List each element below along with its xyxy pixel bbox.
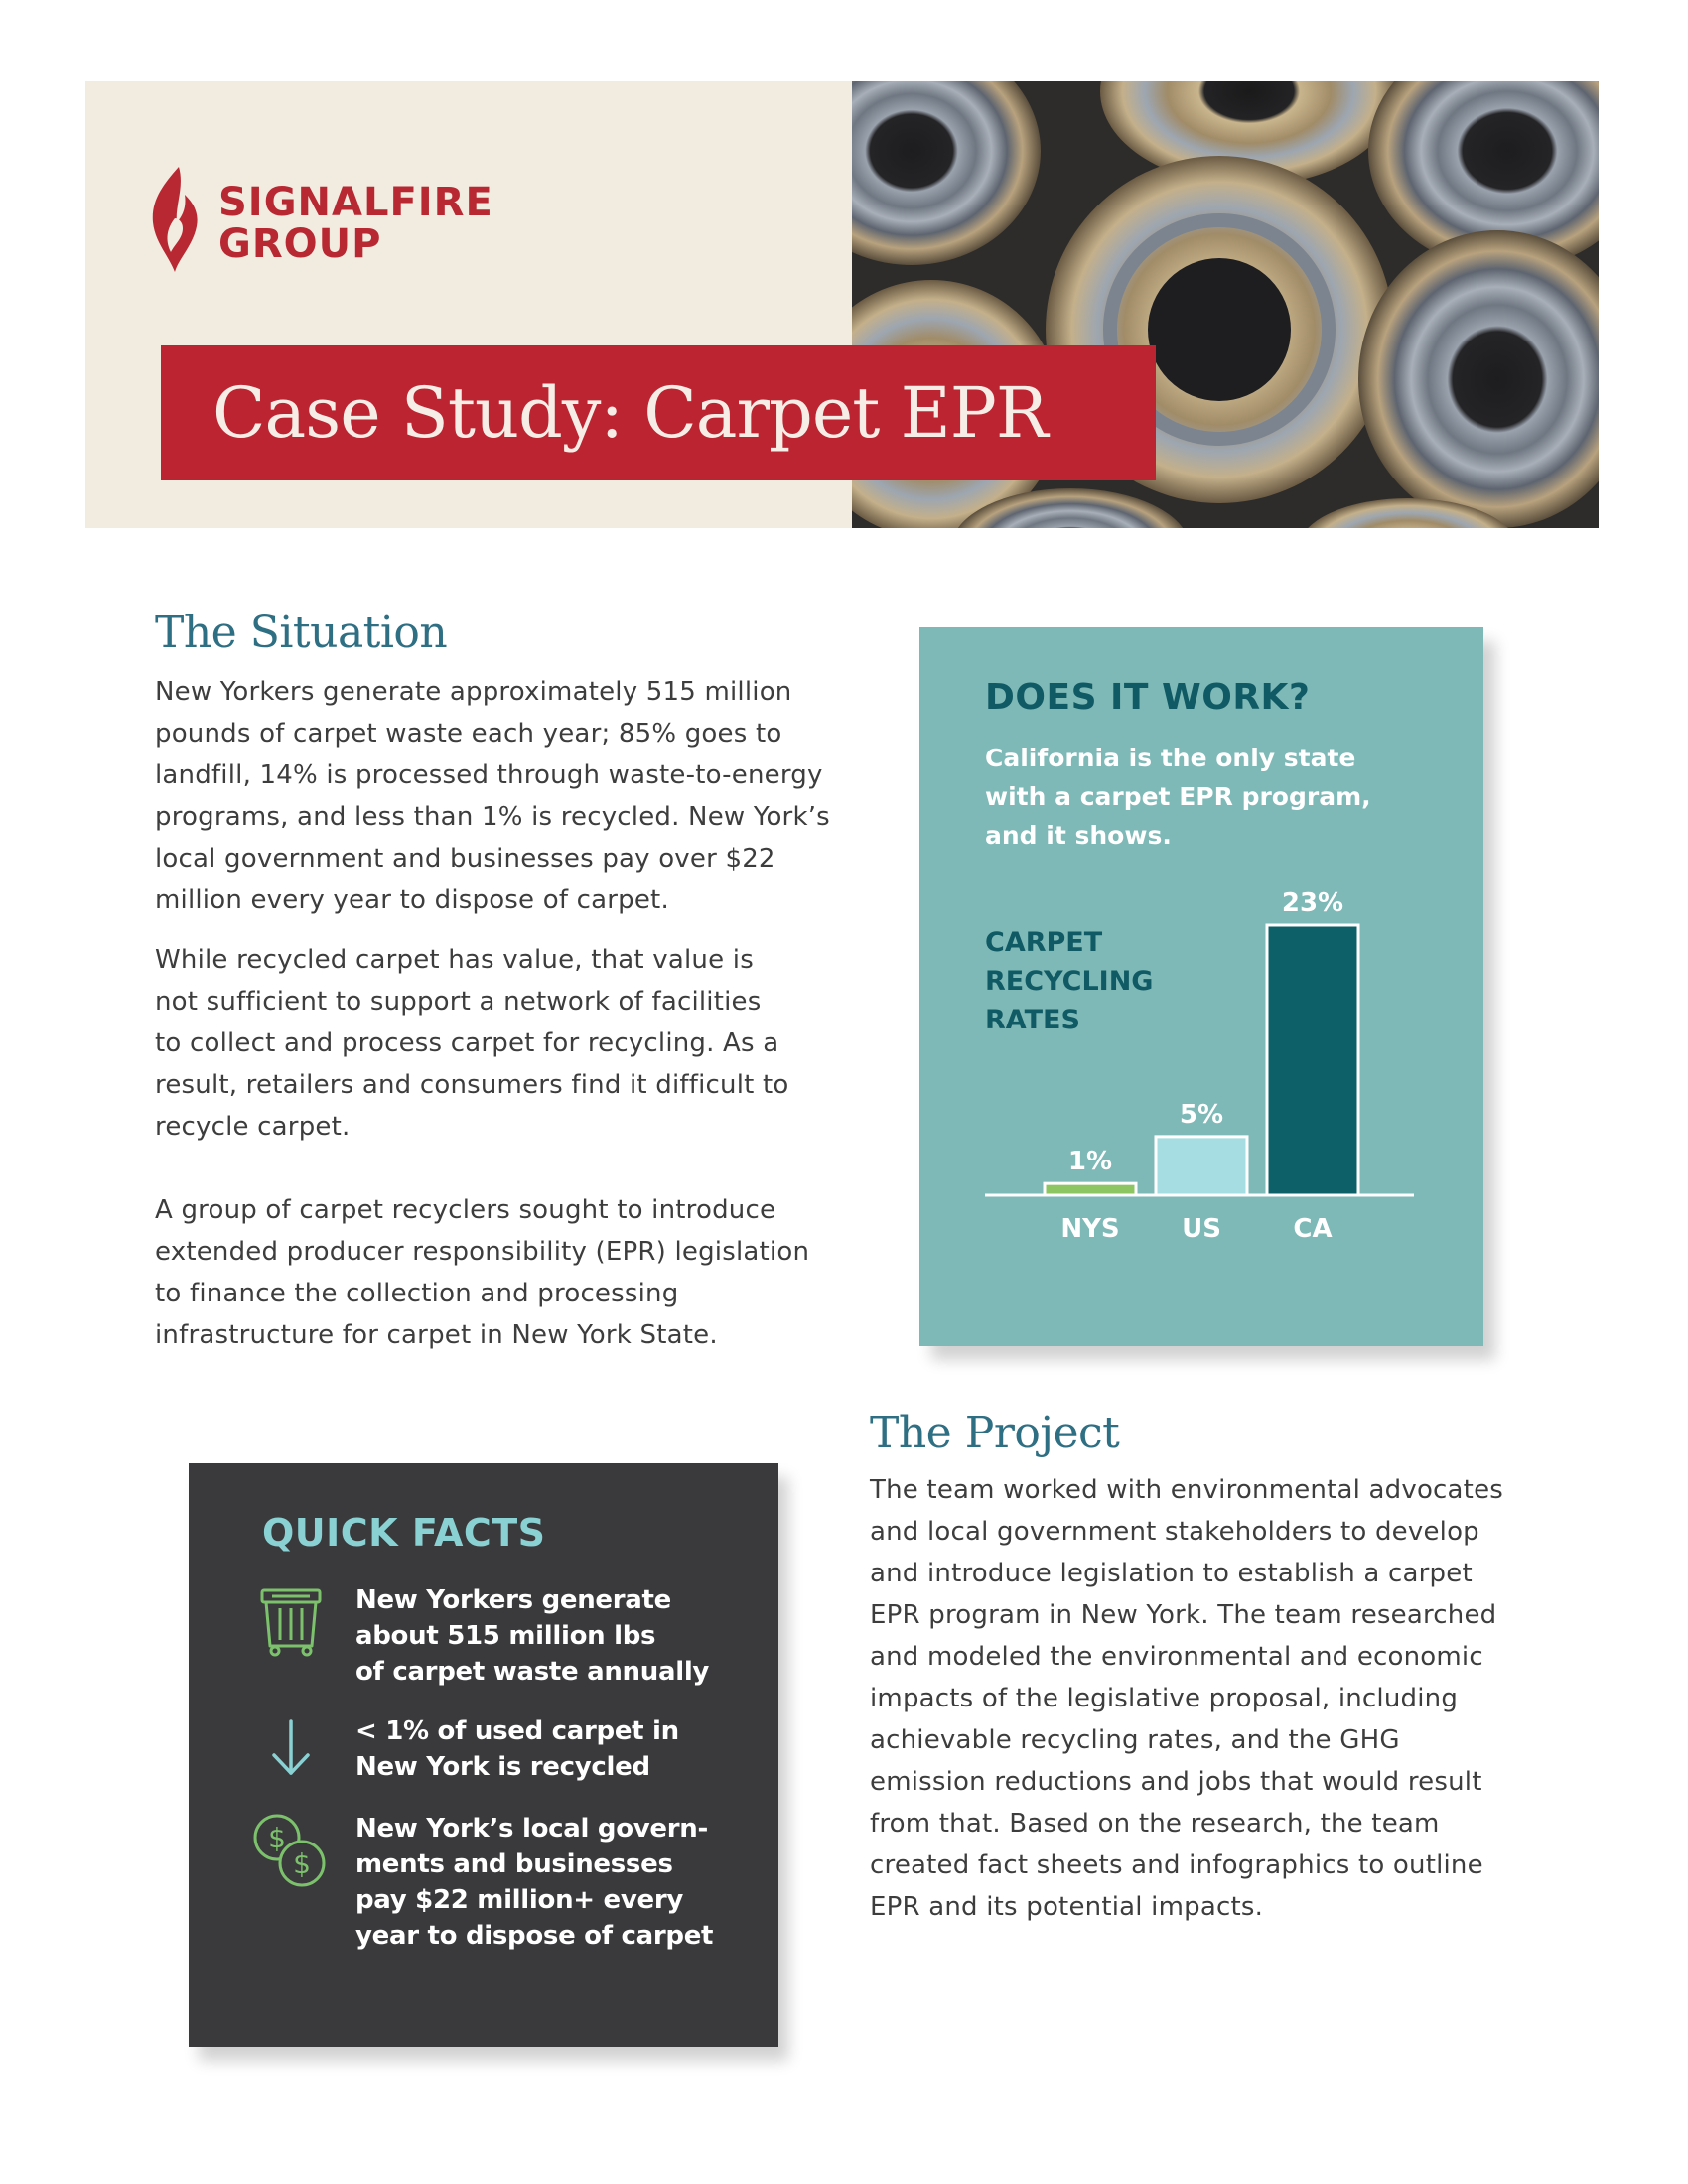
text-line: pay $22 million+ every (355, 1885, 684, 1915)
text-line: about 515 million lbs (355, 1621, 656, 1651)
text-line: A group of carpet recyclers sought to introduce (155, 1195, 776, 1225)
arrow-down-icon (268, 1717, 314, 1779)
text-line: with a carpet EPR program, (985, 782, 1371, 811)
text-line: New York’s local govern- (355, 1814, 708, 1843)
quick-fact-item-2 (355, 1713, 753, 1785)
text-line: < 1% of used carpet in (355, 1716, 679, 1746)
chart-data-label: 23% (1281, 888, 1344, 918)
text-line: While recycled carpet has value, that value is (155, 945, 754, 975)
text-line: extended producer responsibility (EPR) legislation (155, 1237, 810, 1267)
text-line: result, retailers and consumers find it difficult to (155, 1070, 789, 1100)
text-line: achievable recycling rates, and the GHG (870, 1725, 1400, 1755)
title-band (161, 345, 1156, 480)
svg-text:$: $ (268, 1822, 286, 1854)
text-line: from that. Based on the research, the team (870, 1809, 1440, 1839)
logo-text-line1: SIGNALFIRE (218, 180, 493, 225)
situation-heading: The Situation (155, 608, 448, 658)
text-line: RECYCLING (985, 966, 1154, 997)
text-line: CARPET (985, 927, 1103, 958)
logo-text-line2: GROUP (218, 221, 382, 267)
chart-category-label: NYS (1060, 1214, 1120, 1244)
text-line: emission reductions and jobs that would result (870, 1767, 1482, 1797)
dollar-coins-icon (250, 1811, 330, 1890)
text-line: New York is recycled (355, 1752, 650, 1782)
signalfire-logo (145, 161, 522, 280)
text-line: RATES (985, 1005, 1080, 1035)
text-line: pounds of carpet waste each year; 85% goes to (155, 719, 782, 749)
text-line: The team worked with environmental advocates (870, 1475, 1504, 1505)
text-line: year to dispose of carpet (355, 1921, 714, 1951)
text-line: created fact sheets and infographics to outline (870, 1850, 1483, 1880)
project-paragraph (870, 1469, 1503, 1928)
text-line: landfill, 14% is processed through waste-to-energy (155, 760, 823, 790)
text-line: to finance the collection and processing (155, 1279, 679, 1308)
header-banner (85, 81, 1599, 528)
text-line: to collect and process carpet for recycling. As a (155, 1028, 779, 1058)
flame-icon (145, 161, 209, 280)
text-line: and introduce legislation to establish a carpet (870, 1559, 1473, 1588)
quick-fact-item-3 (355, 1811, 753, 1954)
chart-bar-us (1156, 1137, 1247, 1195)
text-line: New Yorkers generate approximately 515 million (155, 677, 792, 707)
text-line: and it shows. (985, 821, 1172, 850)
text-line: of carpet waste annually (355, 1657, 710, 1687)
chart-category-label: US (1182, 1214, 1221, 1244)
text-line: EPR program in New York. The team researched (870, 1600, 1497, 1630)
situation-paragraph-1 (155, 671, 830, 921)
text-line: EPR and its potential impacts. (870, 1892, 1264, 1922)
does-it-work-title: DOES IT WORK? (985, 677, 1311, 718)
project-heading: The Project (870, 1408, 1120, 1458)
text-line: and local government stakeholders to develop (870, 1517, 1479, 1547)
chart-data-label: 5% (1179, 1099, 1224, 1130)
chart-data-label: 1% (1067, 1147, 1113, 1177)
quick-facts-box (189, 1463, 778, 2047)
recycling-rates-chart (919, 627, 1483, 1346)
does-it-work-box (919, 627, 1483, 1346)
chart-category-label: CA (1293, 1214, 1333, 1244)
page-title: Case Study: Carpet EPR (212, 372, 1048, 454)
dumpster-icon (258, 1584, 324, 1658)
text-line: ments and businesses (355, 1849, 673, 1879)
text-line: impacts of the legislative proposal, including (870, 1684, 1459, 1713)
svg-text:$: $ (293, 1847, 311, 1880)
quick-fact-item-1 (355, 1582, 753, 1690)
quick-facts-title: QUICK FACTS (262, 1511, 546, 1555)
text-line: million every year to dispose of carpet. (155, 886, 669, 915)
text-line: not sufficient to support a network of facilities (155, 987, 762, 1017)
text-line: New Yorkers generate (355, 1585, 671, 1615)
situation-paragraph-2 (155, 939, 789, 1148)
text-line: recycle carpet. (155, 1112, 351, 1142)
situation-paragraph-3 (155, 1189, 809, 1356)
text-line: local government and businesses pay over $22 (155, 844, 775, 874)
text-line: infrastructure for carpet in New York State. (155, 1320, 718, 1350)
chart-bar-ca (1267, 925, 1358, 1195)
text-line: California is the only state (985, 744, 1356, 772)
chart-bar-nys (1045, 1183, 1136, 1195)
text-line: and modeled the environmental and economic (870, 1642, 1483, 1672)
text-line: programs, and less than 1% is recycled. New York’s (155, 802, 830, 832)
